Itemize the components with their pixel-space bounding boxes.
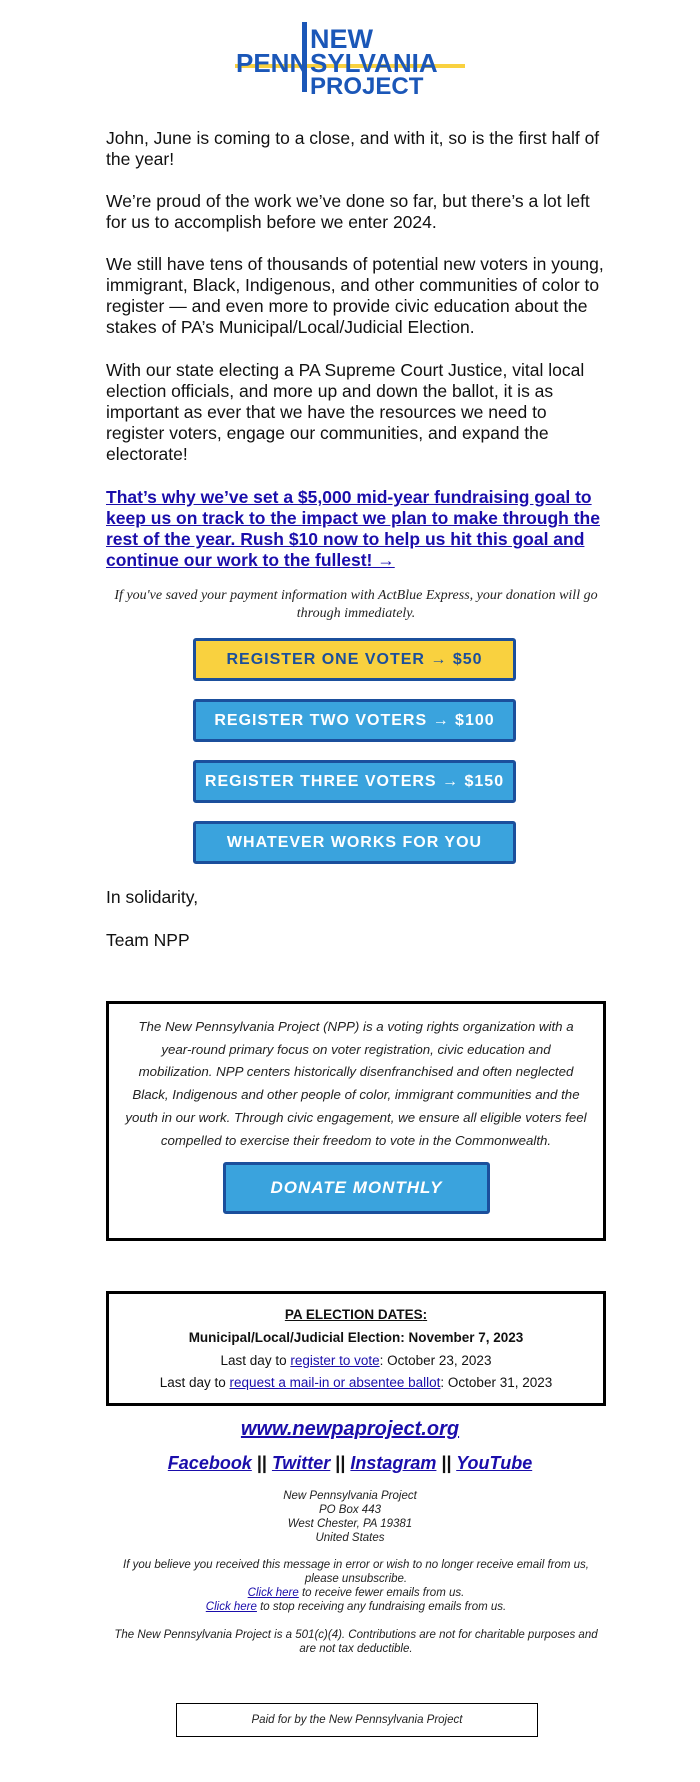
address-city: West Chester, PA 19381 bbox=[287, 1518, 413, 1530]
npp-logo bbox=[0, 18, 700, 98]
request-mail-ballot-link[interactable]: request a mail-in or absentee ballot bbox=[229, 1375, 441, 1390]
donate-150-button[interactable]: REGISTER THREE VOTERS → $150 bbox=[193, 760, 516, 803]
fundraising-cta-link[interactable]: That’s why we’ve set a $5,000 mid-year fundraising goal to keep us on track to the impact we plan to make through the rest of the year. Rush $10 now to help us hit this goal and continue our work to the fullest! → bbox=[106, 487, 600, 570]
logo-line-penn: PENN bbox=[236, 48, 309, 78]
address-po-box: PO Box 443 bbox=[318, 1504, 381, 1516]
logo-line-sylvania: SYLVANIA bbox=[310, 48, 438, 78]
fewer-emails-link[interactable]: Click here bbox=[247, 1587, 299, 1599]
register-to-vote-link[interactable]: register to vote bbox=[290, 1353, 380, 1368]
logo-line-new: NEW bbox=[310, 24, 373, 54]
signoff-team: Team NPP bbox=[106, 930, 190, 950]
address-org: New Pennsylvania Project bbox=[283, 1490, 417, 1502]
voters-paragraph: We still have tens of thousands of potential new voters in young, immigrant, Black, Indigenous, and other communities of color to register — and even more to provide civic education about the stakes of PA’s Municipal/Local/Judicial Election. bbox=[106, 254, 604, 337]
registration-deadline: Last day to register to vote: October 23, 2023 bbox=[220, 1353, 492, 1368]
youtube-link[interactable]: YouTube bbox=[456, 1453, 533, 1473]
election-date: Municipal/Local/Judicial Election: November 7, 2023 bbox=[188, 1330, 524, 1345]
separator: || bbox=[441, 1453, 452, 1473]
election-dates-box bbox=[106, 1291, 606, 1406]
address-country: United States bbox=[315, 1532, 385, 1544]
website-row bbox=[0, 1418, 700, 1441]
donate-any-amount-button[interactable]: WHATEVER WORKS FOR YOU bbox=[193, 821, 516, 864]
separator: || bbox=[335, 1453, 346, 1473]
progress-paragraph: We’re proud of the work we’ve done so far, but there’s a lot left for us to accomplish before we enter 2024. bbox=[106, 191, 590, 232]
donate-50-button[interactable]: REGISTER ONE VOTER → $50 bbox=[193, 638, 516, 681]
instagram-link[interactable]: Instagram bbox=[350, 1453, 437, 1473]
election-paragraph: With our state electing a PA Supreme Court Justice, vital local election officials, and more up and down the ballot, it is as important as ever that we have the resources we need to register voters, engage our communities, and expand the electorate! bbox=[106, 360, 585, 464]
paid-for-disclaimer: Paid for by the New Pennsylvania Project bbox=[176, 1703, 538, 1737]
about-box bbox=[106, 1001, 606, 1241]
unsubscribe-text: If you believe you received this message in error or wish to no longer receive email from us, please unsubscribe. bbox=[123, 1559, 589, 1585]
donate-100-button[interactable]: REGISTER TWO VOTERS → $100 bbox=[193, 699, 516, 742]
donate-monthly-button[interactable]: DONATE MONTHLY bbox=[223, 1162, 490, 1214]
intro-paragraph: John, June is coming to a close, and with it, so is the first half of the year! bbox=[106, 128, 600, 169]
logo-line-project: PROJECT bbox=[310, 73, 424, 98]
unsubscribe-block: If you believe you received this message in error or wish to no longer receive email from us, please unsubscribe. Click here to receive fewer emails from us. Click here to stop receiving any fundraising emails from us. bbox=[106, 1558, 606, 1614]
legal-disclaimer: The New Pennsylvania Project is a 501(c)(4). Contributions are not for charitable purposes and are not tax deductible. bbox=[114, 1629, 598, 1655]
social-links bbox=[0, 1453, 700, 1474]
election-dates-heading: PA ELECTION DATES: bbox=[284, 1307, 428, 1322]
separator: || bbox=[256, 1453, 267, 1473]
actblue-express-note: If you've saved your payment information with ActBlue Express, your donation will go through immediately. bbox=[114, 588, 598, 621]
signoff-closing: In solidarity, bbox=[106, 887, 199, 907]
mailing-address bbox=[0, 1489, 700, 1545]
stop-fundraising-emails-link[interactable]: Click here bbox=[205, 1601, 257, 1613]
website-link[interactable]: www.newpaproject.org bbox=[240, 1418, 460, 1440]
facebook-link[interactable]: Facebook bbox=[167, 1453, 252, 1473]
twitter-link[interactable]: Twitter bbox=[271, 1453, 331, 1473]
mail-ballot-deadline: Last day to request a mail-in or absentee ballot: October 31, 2023 bbox=[159, 1375, 553, 1390]
about-text: The New Pennsylvania Project (NPP) is a voting rights organization with a year-round primary focus on voter registration, civic education and mobilization. NPP centers historically disenfranchised and often neglected Black, Indigenous and other people of color, immigrant communities and the youth in our work. Through civic engagement, we ensure all eligible voters feel compelled to exercise their freedom to vote in the Commonwealth. bbox=[125, 1019, 587, 1148]
